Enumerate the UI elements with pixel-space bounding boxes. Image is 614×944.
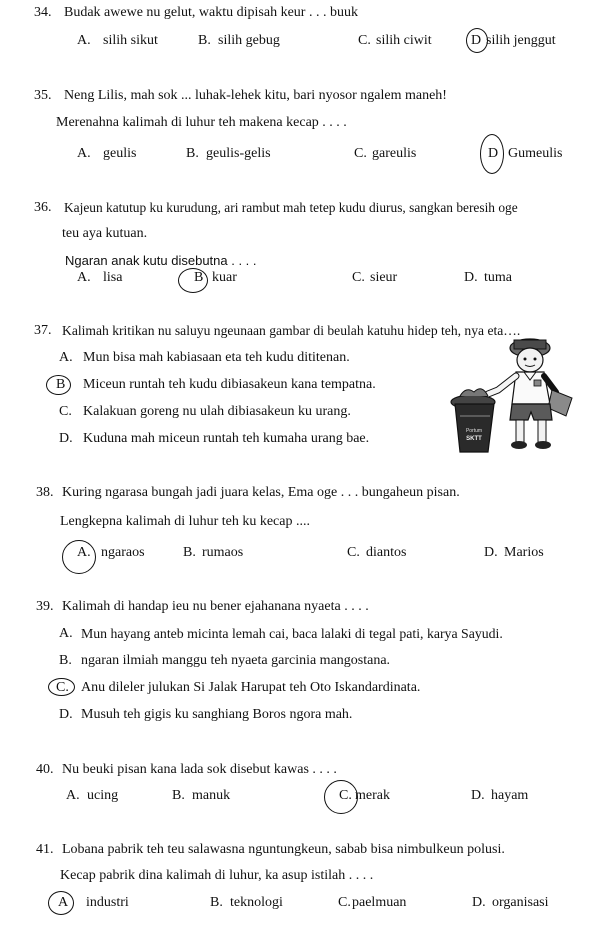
q40-option-c-text: merak [355, 788, 390, 803]
q37-option-a-letter: A. [59, 350, 73, 365]
q36-option-a-letter: A. [77, 270, 91, 285]
q35-option-c-text: gareulis [372, 146, 417, 161]
q40-option-a-text: ucing [87, 788, 119, 803]
q36-option-d-letter: D. [464, 270, 478, 285]
q36-number: 36. [34, 200, 52, 215]
bin-label-top: Portum [465, 428, 483, 434]
q37-option-b-letter: B [56, 377, 66, 392]
q36-option-c-letter: C. [352, 270, 365, 285]
q40-option-a-letter: A. [66, 788, 80, 803]
q41-option-d-text: organisasi [492, 895, 549, 910]
q35-option-d-text: Gumeulis [508, 146, 563, 161]
q37-stem: Kalimah kritikan nu saluyu ngeunaan gambar di beulah katuhu hidep teh, nya eta…. [62, 323, 521, 338]
q38-option-c-letter: C. [347, 545, 360, 560]
q38-option-b-letter: B. [183, 545, 196, 560]
q39-option-b-letter: B. [59, 653, 72, 668]
q35-stem-line2: Merenahna kalimah di luhur teh makena kecap . . . . [56, 115, 347, 130]
q37-number: 37. [34, 323, 52, 338]
q41-stem-line2: Kecap pabrik dina kalimah di luhur, ka asup istilah . . . . [60, 868, 374, 883]
q36-stem-line3: Ngaran anak kutu disebutna . . . . [65, 253, 257, 268]
q39-option-c-text: Anu dileler julukan Si Jalak Harupat teh Oto Iskandardinata. [81, 680, 421, 695]
q38-option-a-letter: A. [77, 545, 91, 560]
q40-option-c-letter: C. [339, 788, 352, 803]
q41-option-b-text: teknologi [230, 895, 283, 910]
q41-option-d-letter: D. [472, 895, 486, 910]
q38-option-d-text: Marios [504, 545, 544, 560]
q35-number: 35. [34, 88, 52, 103]
q38-stem-line2: Lengkepna kalimah di luhur teh ku kecap .... [60, 514, 310, 529]
q37-option-b-text: Miceun runtah teh kudu dibiasakeun kana tempatna. [83, 377, 376, 392]
q37-option-a-text: Mun bisa mah kabiasaan eta teh kudu dititenan. [83, 350, 350, 365]
q41-option-c-letter: C. [338, 895, 351, 910]
q39-option-a-text: Mun hayang anteb micinta lemah cai, baca lalaki di tegal pati, karya Sayudi. [81, 626, 503, 641]
q35-option-a-letter: A. [77, 146, 91, 161]
q36-stem-line2: teu aya kutuan. [62, 226, 148, 241]
q36-option-b-text: kuar [212, 270, 237, 285]
q38-option-c-text: diantos [366, 545, 407, 560]
q41-number: 41. [36, 842, 54, 857]
q38-option-b-text: rumaos [202, 545, 244, 560]
q37-option-d-text: Kuduna mah miceun runtah teh kumaha urang bae. [83, 431, 370, 446]
q40-stem: Nu beuki pisan kana lada sok disebut kawas . . . . [62, 762, 337, 777]
q34-option-a-letter: A. [77, 33, 91, 48]
q38-stem: Kuring ngarasa bungah jadi juara kelas, Ema oge . . . bungaheun pisan. [62, 485, 460, 500]
q35-option-b-letter: B. [186, 146, 199, 161]
q39-option-d-letter: D. [59, 707, 73, 722]
q39-number: 39. [36, 599, 54, 614]
q34-option-b-text: silih gebug [218, 33, 280, 48]
q41-stem: Lobana pabrik teh teu salawasna nguntungkeun, sabab bisa nimbulkeun polusi. [62, 842, 505, 857]
q41-option-b-letter: B. [210, 895, 223, 910]
q39-stem: Kalimah di handap ieu nu bener ejahanana nyaeta . . . . [62, 599, 369, 614]
q34-option-d-letter: D [471, 33, 482, 48]
q35-stem: Neng Lilis, mah sok ... luhak-lehek kitu, bari nyosor ngalem maneh! [64, 88, 447, 103]
q35-option-a-text: geulis [103, 146, 137, 161]
q40-option-b-letter: B. [172, 788, 185, 803]
q40-option-b-text: manuk [192, 788, 231, 803]
q37-option-d-letter: D. [59, 431, 73, 446]
q34-number: 34. [34, 5, 52, 20]
q38-number: 38. [36, 485, 54, 500]
q38-option-d-letter: D. [484, 545, 498, 560]
q34-option-c-text: silih ciwit [376, 33, 432, 48]
q34-stem: Budak awewe nu gelut, waktu dipisah keur . . . buuk [64, 5, 358, 20]
q34-option-b-letter: B. [198, 33, 211, 48]
q41-option-a-text: industri [86, 895, 129, 910]
q34-option-a-text: silih sikut [103, 33, 158, 48]
bin-label: SKTT [466, 436, 482, 442]
q36-option-a-text: lisa [103, 270, 123, 285]
q36-answer-circle [178, 268, 208, 293]
q36-option-c-text: sieur [370, 270, 398, 285]
q41-option-a-letter: A [58, 895, 69, 910]
q34-option-c-letter: C. [358, 33, 371, 48]
boy-throwing-trash-illustration [448, 334, 588, 460]
q37-option-c-text: Kalakuan goreng nu ulah dibiasakeun ku urang. [83, 404, 351, 419]
q40-number: 40. [36, 762, 54, 777]
q36-option-b-letter: B [194, 270, 204, 285]
q41-option-c-text: paelmuan [352, 895, 407, 910]
q35-option-b-text: geulis-gelis [206, 146, 271, 161]
q34-option-d-text: silih jenggut [486, 33, 556, 48]
q39-option-d-text: Musuh teh gigis ku sanghiang Boros ngora mah. [81, 707, 353, 722]
q37-option-c-letter: C. [59, 404, 72, 419]
q39-option-c-letter: C. [56, 680, 69, 695]
q38-option-a-text: ngaraos [101, 545, 145, 560]
q35-option-c-letter: C. [354, 146, 367, 161]
q35-option-d-letter: D [488, 146, 499, 161]
q39-option-b-text: ngaran ilmiah manggu teh nyaeta garcinia mangostana. [81, 653, 391, 668]
q36-option-d-text: tuma [484, 270, 512, 285]
q39-option-a-letter: A. [59, 626, 73, 641]
q36-stem: Kajeun katutup ku kurudung, ari rambut mah tetep kudu diurus, sangkan beresih oge [64, 200, 518, 215]
q40-option-d-text: hayam [491, 788, 529, 803]
q40-option-d-letter: D. [471, 788, 485, 803]
